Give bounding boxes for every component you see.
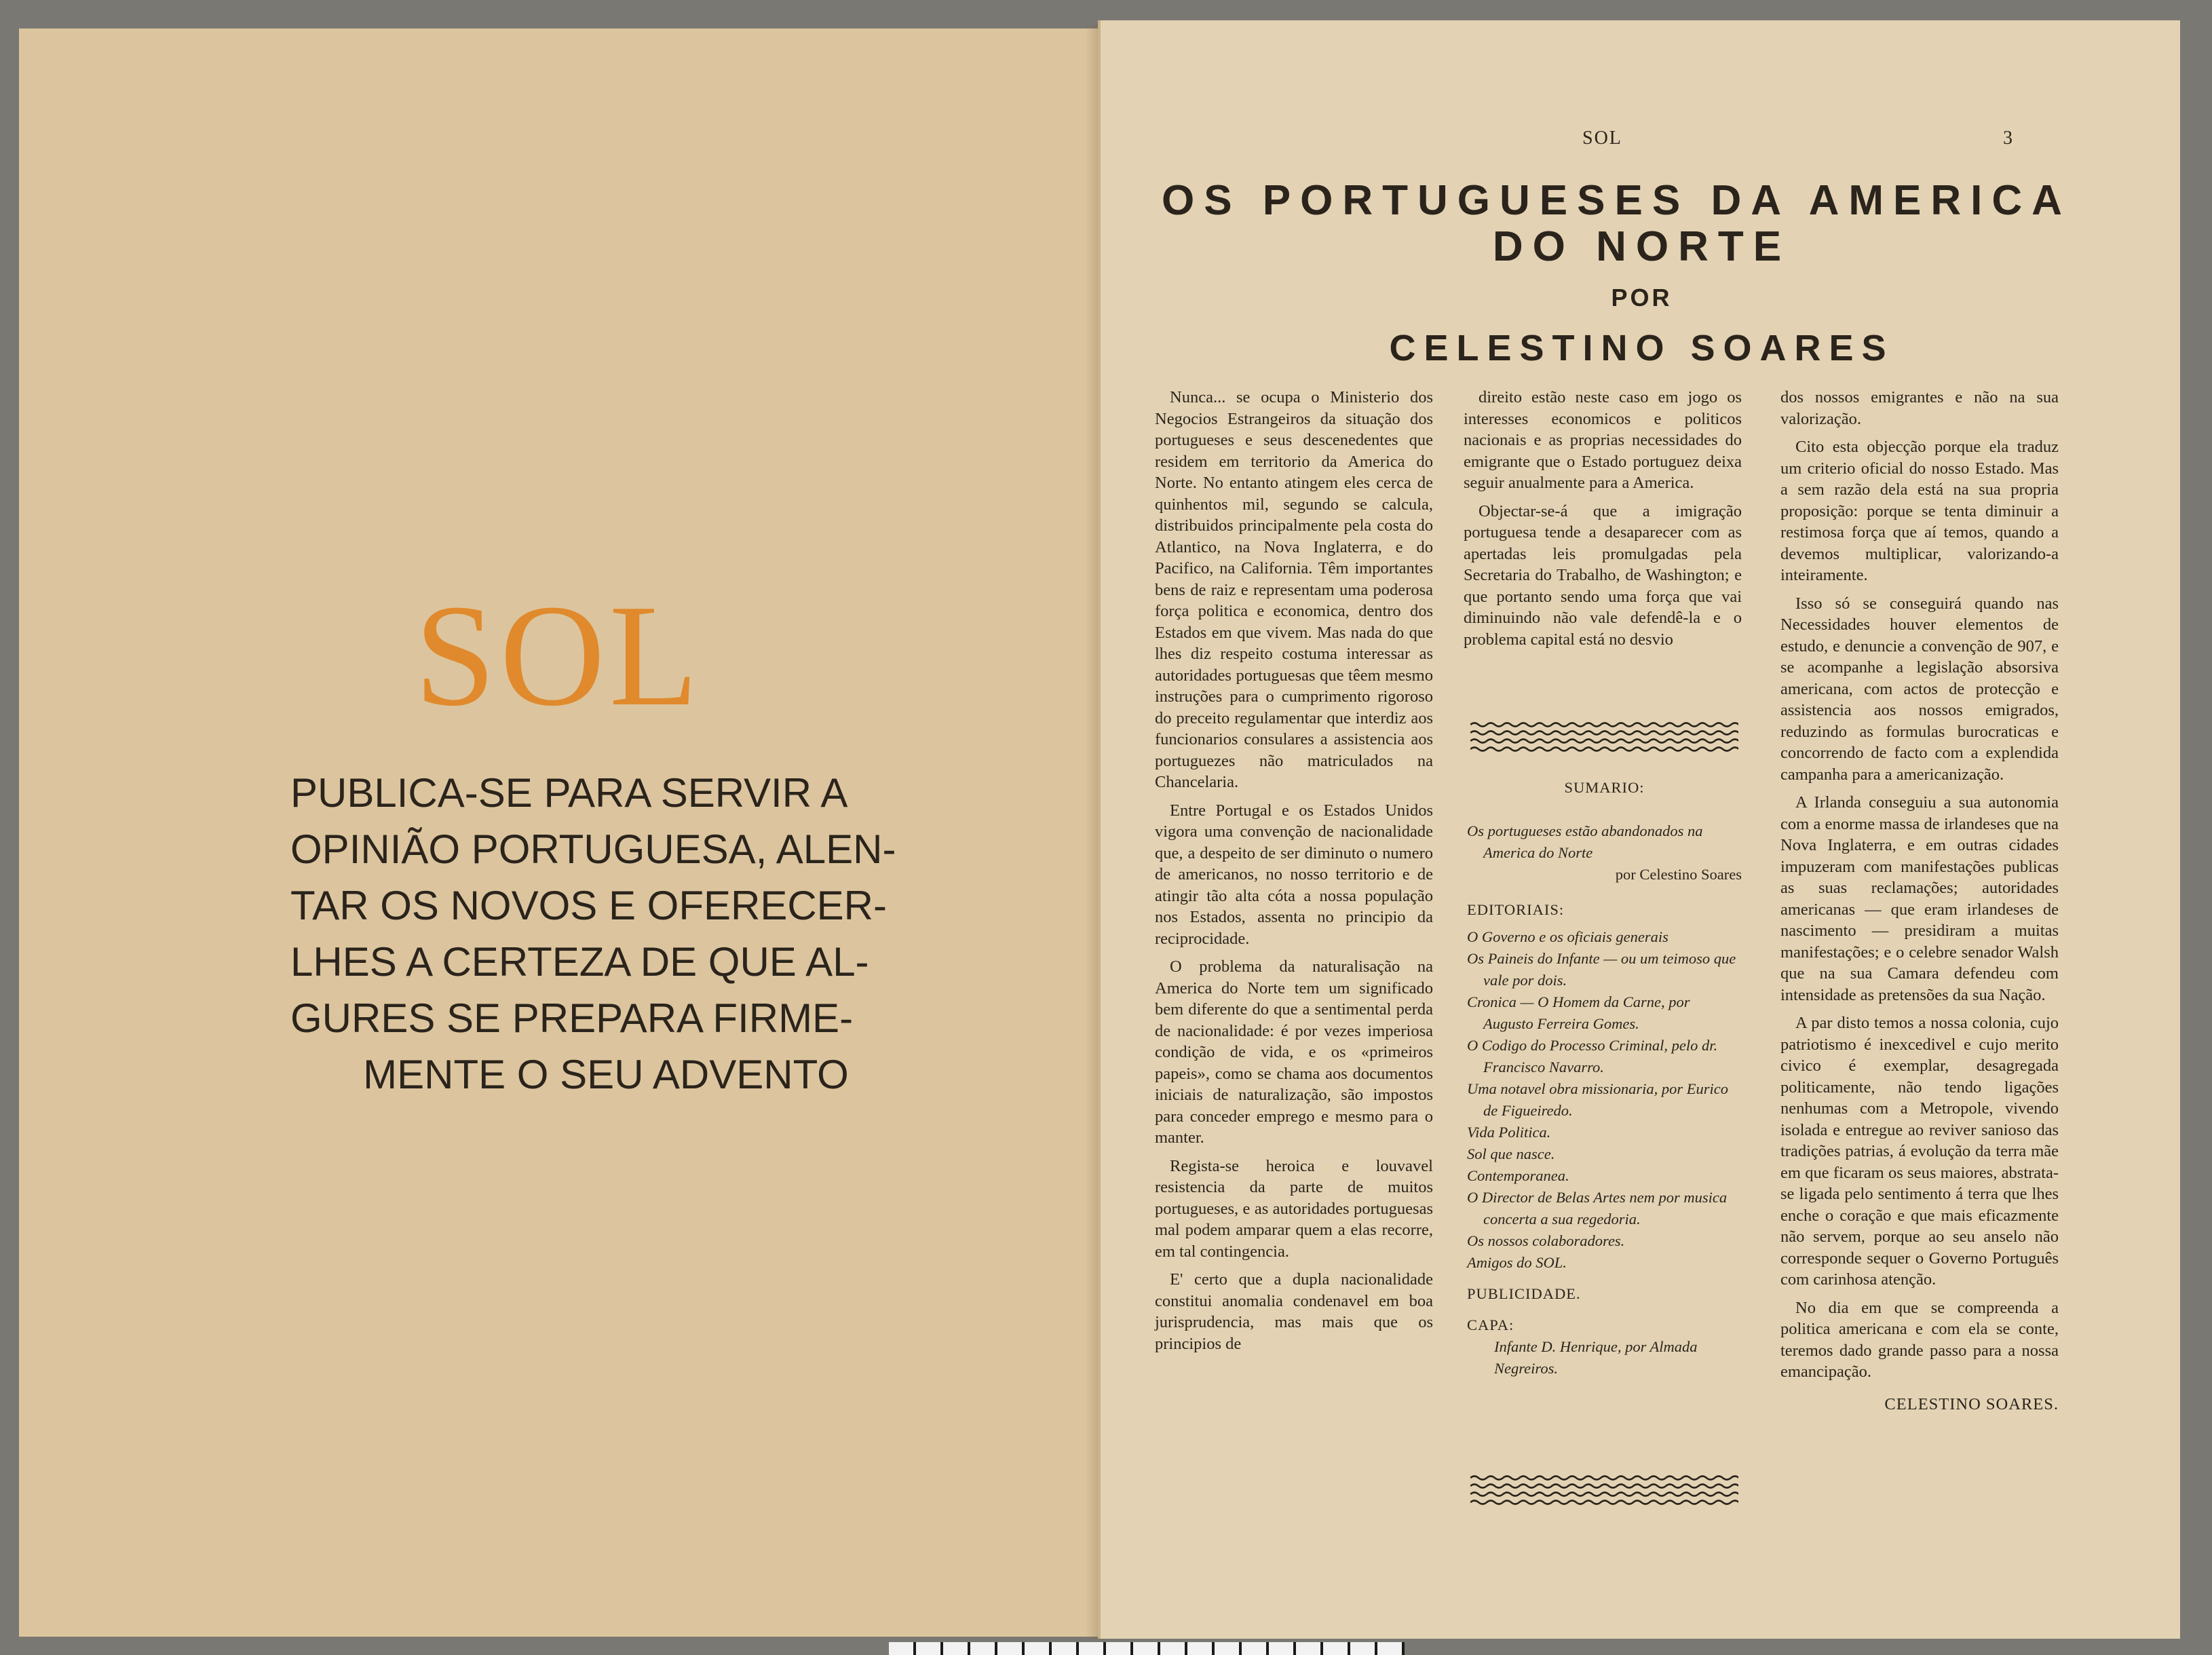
paragraph: E' certo que a dupla nacionalidade constitui anomalia condenavel em boa jurisprudencia, mas mais que os principios de (1155, 1270, 1433, 1353)
running-head: SOL (1582, 128, 1622, 149)
article-column-3 (1780, 387, 2059, 1415)
sol-logo: SOL (414, 574, 703, 736)
sumario-item: Os nossos colaboradores. (1467, 1232, 1625, 1249)
paragraph: Cito esta objecção porque ela traduz um criterio oficial do nosso Estado. Mas a sem razão dela está na sua propria proposição: porque se tenta diminuir a restimosa força que aí temos, quando a devemos multiplicar, valorizando-a inteiramente. (1780, 438, 2059, 584)
wave-ornament (1470, 1472, 1738, 1508)
sumario-title: SUMARIO: (1564, 779, 1645, 796)
manifesto-line: LHES A CERTEZA DE QUE AL- (290, 939, 869, 985)
left-page (19, 28, 1098, 1637)
article-author: CELESTINO SOARES (1389, 328, 1894, 368)
paragraph: Objectar-se-á que a imigração portuguesa tende a desaparecer com as apertadas leis promulgadas pela Secretaria do Trabalho, de Washington; e que portanto sendo uma força que vai diminuindo não vale defendê-la e o problema capital está no desvio (1464, 501, 1742, 649)
right-page (1098, 20, 2180, 1639)
paragraph: direito estão neste caso em jogo os interesses economicos e politicos nacionais e as proprias necessidades do emigrante que o Estado portuguez deixa seguir anualmente para a America. (1464, 388, 1742, 492)
paragraph: O problema da naturalisação na America do Norte tem um significado bem diferente do que a sentimental perda de nacionalidade: é por vezes imperiosa condição de vida, e os «primeiros papeis», como se chama aos documentos iniciais de naturalização, são impostos para conceder emprego e mesmo para o manter. (1155, 957, 1433, 1147)
sumario-capa-text: Infante D. Henrique, por Almada Negreiros. (1494, 1338, 1698, 1377)
sumario-item: Sol que nasce. (1467, 1145, 1555, 1162)
sumario-item: Contemporanea. (1467, 1167, 1569, 1184)
paragraph: A par disto temos a nossa colonia, cujo patriotismo é inexcedivel e cujo merito civico é exemplar, desagregada politicamente, não tendo ligações nenhumas com a Metropole, vivendo isolada e entregue ao reviver sanioso das tradições patrias, á evolução da terra mãe em que ficaram os seus maiores, abstrata-se ligada pelo sentimento á terra que lhes enche o coração e que mais eficazmente não servem, porque ao seu anselo não corresponde sequer o Governo Português com carinhosa atenção. (1780, 1014, 2059, 1289)
byline-por: POR (1611, 284, 1673, 311)
manifesto-line: MENTE O SEU ADVENTO (363, 1052, 849, 1097)
paragraph: No dia em que se compreenda a politica americana e com ela se conte, teremos dado grande passo para a nossa emancipação. (1780, 1298, 2059, 1381)
paragraph: Regista-se heroica e louvavel resistencia da parte de muitos portugueses, e as autoridades portuguesas mal podem amparar quem a elas recorre, em tal contingencia. (1155, 1156, 1433, 1261)
sumario-editoriais-heading: EDITORIAIS: (1467, 901, 1565, 918)
wave-ornament (1470, 719, 1738, 755)
article-column-1 (1155, 387, 1433, 1354)
sumario-lead-item: Os portugueses estão abandonados na America do Norte (1467, 822, 1703, 861)
sumario-item: Vida Politica. (1467, 1124, 1551, 1141)
sumario-item: Amigos do SOL. (1467, 1254, 1567, 1271)
manifesto-line: TAR OS NOVOS E OFERECER- (290, 883, 887, 928)
article-signature: CELESTINO SOARES. (1884, 1394, 2059, 1413)
paragraph: A Irlanda conseguiu a sua autonomia com a enorme massa de irlandeses que na Nova Inglaterra, e em outras cidades impuzeram com manifestações publicas as suas reclamações; autoridades americanas — que eram irlandeses de nascimento — presidiram a muitas manifestações; e o celebre senador Walsh que na sua Camara defendeu com intensidade as pretensões da sua Nação. (1780, 793, 2059, 1004)
sumario-item: Uma notavel obra missionaria, por Eurico de Figueiredo. (1467, 1080, 1728, 1119)
sumario-item: O Codigo do Processo Criminal, pelo dr. Francisco Navarro. (1467, 1037, 1718, 1076)
manifesto-line: OPINIÃO PORTUGUESA, ALEN- (290, 826, 896, 872)
sumario (1467, 777, 1742, 1380)
paragraph: dos nossos emigrantes e não na sua valorização. (1780, 388, 2059, 428)
paragraph: Nunca... se ocupa o Ministerio dos Negocios Estrangeiros da situação dos portugueses e seus descenedentes que residem em territorio da America do Norte. No entanto atingem eles cerca de quinhentos mil, segundo se calcula, distribuidos principalmente pela costa do Atlantico, na Nova Inglaterra, e do Pacifico, na California. Têm importantes bens de raiz e representam uma poderosa força politica e economica, dentro dos Estados em que vivem. Mas nada do que lhes diz respeito costuma interessar as autoridades portuguesas que têem mesmo instruções para o cumprimento rigoroso do preceito regulamentar que interdiz aos funcionarios consulares a assistencia aos portuguezes não matriculados na Chancelaria. (1155, 388, 1433, 791)
sumario-item: Cronica — O Homem da Carne, por Augusto Ferreira Gomes. (1467, 993, 1690, 1032)
sumario-item: Os Paineis do Infante — ou um teimoso que vale por dois. (1467, 950, 1736, 989)
sumario-item: O Director de Belas Artes nem por musica concerta a sua regedoria. (1467, 1189, 1728, 1228)
manifesto-line: PUBLICA-SE PARA SERVIR A (290, 770, 848, 816)
page-number: 3 (2003, 128, 2013, 149)
manifesto-line: GURES SE PREPARA FIRME- (290, 995, 854, 1041)
paragraph: Entre Portugal e os Estados Unidos vigora uma convenção de nacionalidade que, a despeito de ser diminuto o numero de americanos, no nosso territorio e de atingir tão alta cóta a nossa população nos Estados, assenta no principio da reciprocidade. (1155, 801, 1433, 948)
sumario-publicidade: PUBLICIDADE. (1467, 1285, 1581, 1302)
article-column-2 (1464, 387, 1742, 650)
article-title-line-1: OS PORTUGUESES DA AMERICA (1162, 177, 2072, 224)
manifesto (290, 765, 921, 1103)
paragraph: Isso só se conseguirá quando nas Necessidades houver elementos de estudo, e denuncie a convenção de 907, e se acompanhe a legislação absorsiva americana, com actos de protecção e assistencia aos nossos emigrados, reduzindo as formulas burocraticas e concorrendo de facto com a explendida campanha para a americanização. (1780, 594, 2059, 784)
article-title-line-2: DO NORTE (1492, 223, 1791, 270)
scale-ruler (889, 1642, 1405, 1655)
sumario-capa-heading: CAPA: (1467, 1316, 1514, 1333)
sumario-lead-author: por Celestino Soares (1615, 866, 1742, 883)
sumario-item: O Governo e os oficiais generais (1467, 928, 1668, 945)
